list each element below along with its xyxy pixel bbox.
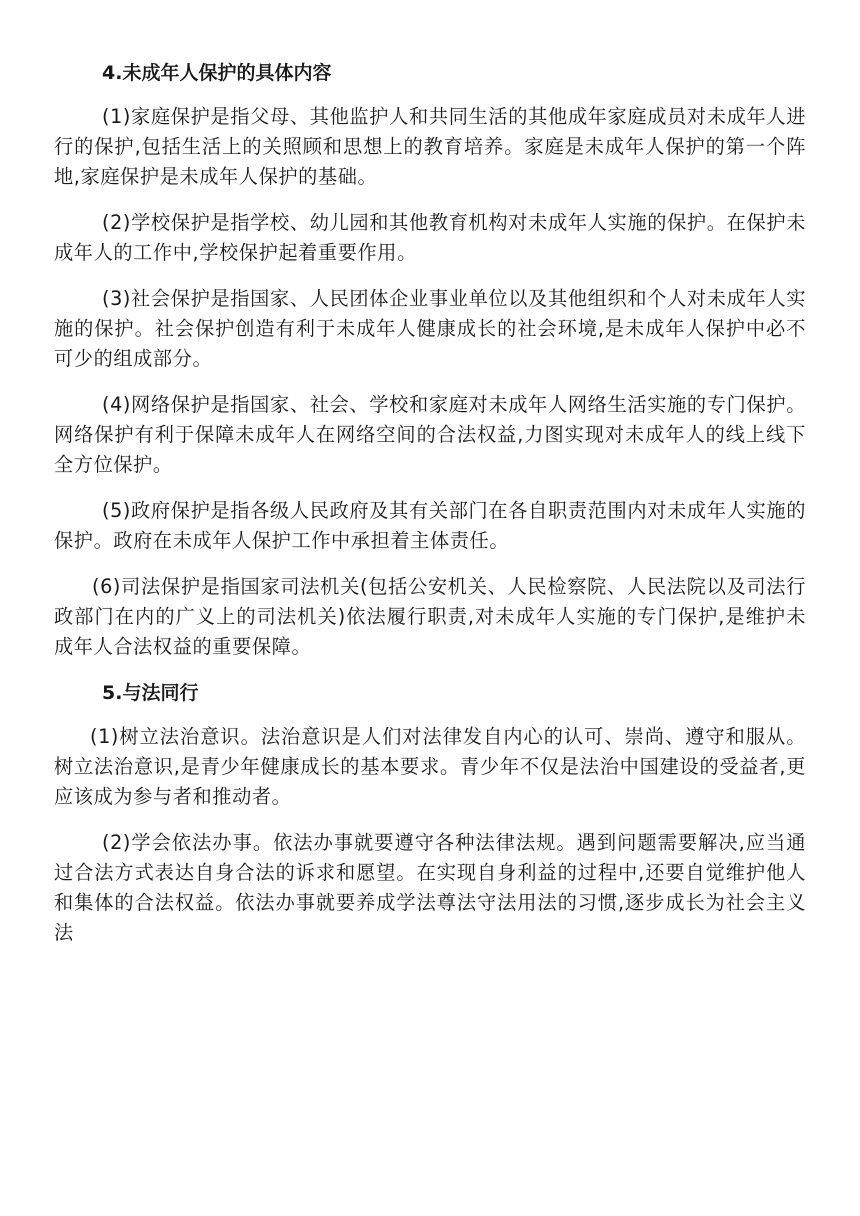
paragraph-judicial-protection: (6)司法保护是指国家司法机关(包括公安机关、人民检察院、人民法院以及司法行政部门在内的广义上的司法机关)依法履行职责,对未成年人实施的专门保护,是维护未成年人合法权益的重要保障。 — [54, 575, 806, 658]
paragraph-network-protection: (4)网络保护是指国家、社会、学校和家庭对未成年人网络生活实施的专门保护。网络保护有利于保障未成年人在网络空间的合法权益,力图实现对未成年人的线上线下全方位保护。 — [54, 393, 806, 476]
section-4-heading: 4.未成年人保护的具体内容 — [102, 62, 332, 84]
document-page — [54, 58, 806, 964]
paragraph-government-protection: (5)政府保护是指各级人民政府及其有关部门在各自职责范围内对未成年人实施的保护。政府在未成年人保护工作中承担着主体责任。 — [54, 499, 806, 552]
section-5-heading: 5.与法同行 — [102, 682, 199, 704]
paragraph-school-protection: (2)学校保护是指学校、幼儿园和其他教育机构对未成年人实施的保护。在保护未成年人的工作中,学校保护起着重要作用。 — [54, 211, 806, 264]
paragraph-family-protection: (1)家庭保护是指父母、其他监护人和共同生活的其他成年家庭成员对未成年人进行的保护,包括生活上的关照顾和思想上的教育培养。家庭是未成年人保护的第一个阵地,家庭保护是未成年人保护的基础。 — [54, 105, 806, 188]
paragraph-social-protection: (3)社会保护是指国家、人民团体企业事业单位以及其他组织和个人对未成年人实施的保护。社会保护创造有利于未成年人健康成长的社会环境,是未成年人保护中必不可少的组成部分。 — [54, 287, 806, 370]
paragraph-legal-awareness: (1)树立法治意识。法治意识是人们对法律发自内心的认可、崇尚、遵守和服从。树立法治意识,是青少年健康成长的基本要求。青少年不仅是法治中国建设的受益者,更应该成为参与者和推动者。 — [54, 725, 806, 808]
paragraph-act-by-law: (2)学会依法办事。依法办事就要遵守各种法律法规。遇到问题需要解决,应当通过合法方式表达自身合法的诉求和愿望。在实现自身利益的过程中,还要自觉维护他人和集体的合法权益。依法办事就要养成学法尊法守法用法的习惯,逐步成长为社会主义法 — [54, 831, 806, 944]
